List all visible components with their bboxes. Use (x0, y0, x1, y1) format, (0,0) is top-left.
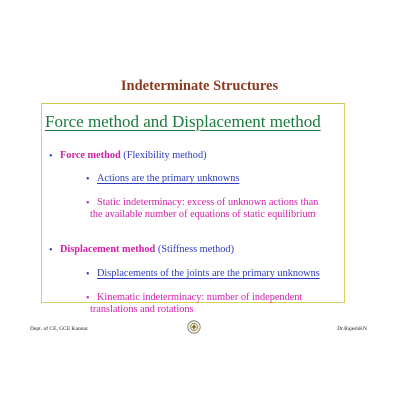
displacement-method-label: Displacement method (60, 244, 156, 255)
bullet-dot-icon: • (49, 151, 53, 162)
slide-title: Indeterminate Structures (120, 78, 279, 94)
bullet-dot-icon: • (86, 293, 90, 304)
force-sub-item-2-line-2: the available number of equations of static equilibrium (90, 209, 316, 220)
bullet-dot-icon: • (86, 198, 90, 209)
bullet-dot-icon: • (49, 245, 53, 256)
slide (30, 75, 369, 339)
force-sub-item-2-line-1: Static indeterminacy: excess of unknown actions than (97, 197, 319, 208)
bullet-dot-icon: • (86, 269, 90, 280)
displacement-method-item (60, 243, 234, 257)
force-method-alias: (Flexibility method) (120, 150, 207, 161)
force-sub-item-1: Actions are the primary unknowns (97, 173, 240, 184)
displacement-sub-item-2-line-1: Kinematic indeterminacy: number of independent (97, 292, 303, 303)
college-emblem-icon (187, 320, 201, 334)
force-method-item (60, 149, 207, 163)
footer-author: Dr.RajeshKN (337, 326, 367, 332)
footer-department: Dept. of CE, GCE Kannur (30, 326, 89, 332)
bullet-dot-icon: • (86, 174, 90, 185)
displacement-sub-item-1: Displacements of the joints are the primary unknowns (97, 268, 320, 279)
slide-heading: Force method and Displacement method (45, 112, 321, 131)
displacement-sub-item-2-line-2: translations and rotations (90, 304, 194, 315)
displacement-method-alias: (Stiffness method) (155, 244, 234, 255)
force-method-label: Force method (60, 150, 121, 161)
